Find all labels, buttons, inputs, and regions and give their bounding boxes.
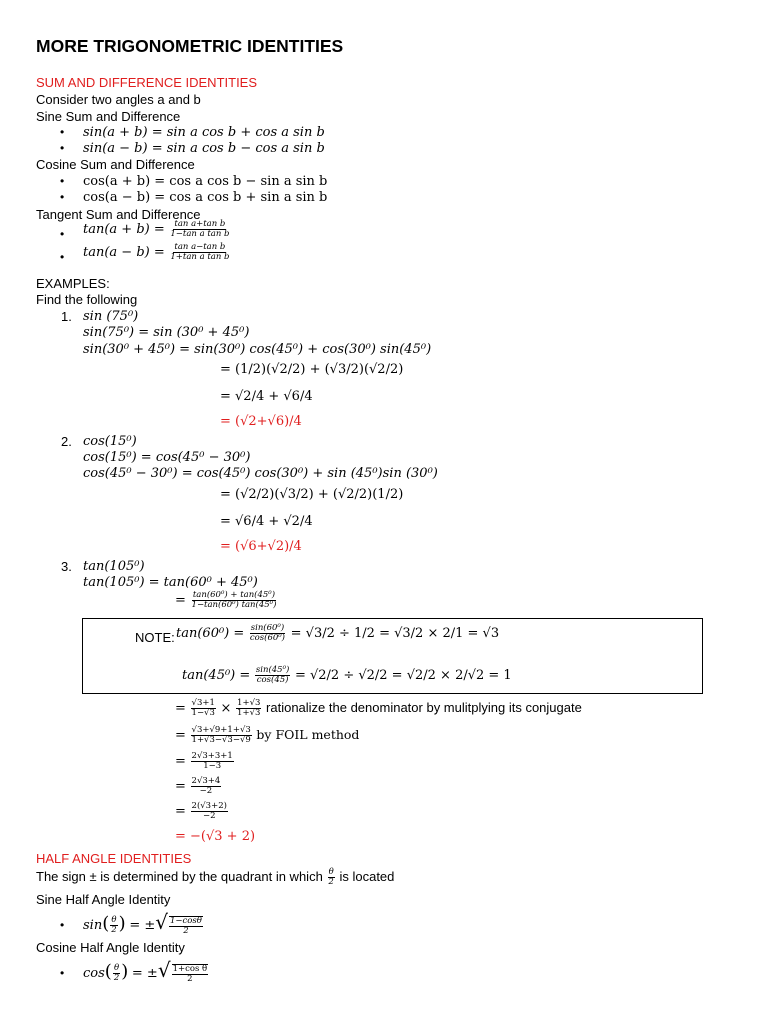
sine-half-numerator: 1−cosθ xyxy=(169,915,202,926)
example-3-line-1: tan(105⁰) = tan(60⁰ + 45⁰) xyxy=(83,575,258,590)
tan-sum-formula xyxy=(83,220,231,239)
example-3-line-4-note: by FOIL method xyxy=(256,726,360,742)
example-3-line-3-note: rationalize the denominator by mulitplying its conjugate xyxy=(266,699,582,715)
example-2-answer: = (√6+√2)/4 xyxy=(220,539,302,554)
note-tan60-numerator: sin(60⁰) xyxy=(250,623,285,633)
tan-diff-formula xyxy=(83,243,231,262)
example-3-line-6-frac: $\frac{2√3+4}{-2}$ xyxy=(191,776,221,796)
example-3-line-7-frac: $\frac{2(√3+2)}{-2}$ xyxy=(191,801,227,821)
sine-heading: Sine Sum and Difference xyxy=(36,109,181,124)
tan-sum-denominator: 1−tan a tan b xyxy=(170,229,230,239)
note-tan60-lhs: tan(60⁰) = xyxy=(176,625,245,641)
note-tan60-fraction xyxy=(249,624,286,643)
cosine-heading: Cosine Sum and Difference xyxy=(36,157,195,172)
bullet-icon: • xyxy=(60,174,65,188)
example-3-line-5: = $\frac{2√3+3+1}{1-3}$ xyxy=(175,751,233,771)
note-tan45-rest: = √2/2 ÷ √2/2 = √2/2 × 2/√2 = 1 xyxy=(294,667,512,683)
cos-half-formula: cos( $\frac{\theta}{2}$ ) = ±√ $\frac{\text{1+cos θ}}{2}$ xyxy=(83,958,208,984)
consider-text: Consider two angles a and b xyxy=(36,92,201,107)
sign-note xyxy=(36,868,394,887)
tan-sum-numerator: tan a+tan b xyxy=(174,219,226,229)
page-title: MORE TRIGONOMETRIC IDENTITIES xyxy=(36,36,344,56)
sum-diff-heading: SUM AND DIFFERENCE IDENTITIES xyxy=(36,75,258,90)
example-3-line-3: = $\frac{√3+1}{1-√3}$ × $\frac{1+√3}{1+√3}$ rationalize the denominator by mulitplying its conjugate xyxy=(175,698,582,718)
example-2-line-3: = (√2/2)(√3/2) + (√2/2)(1/2) xyxy=(220,487,404,502)
example-3-line-7: = $\frac{2(√3+2)}{-2}$ xyxy=(175,801,227,821)
note-label: NOTE: xyxy=(135,630,175,645)
example-2-number: 2. xyxy=(61,434,72,449)
examples-heading: EXAMPLES: xyxy=(36,276,110,291)
sign-note-post: is located xyxy=(339,868,395,884)
example-1-answer: = (√2+√6)/4 xyxy=(220,414,302,429)
cos-half-numerator: 1+cos θ xyxy=(172,963,208,974)
cos-sum-formula: cos(a + b) = cos a cos b − sin a sin b xyxy=(83,174,328,189)
cos-diff-formula: cos(a − b) = cos a cos b + sin a sin b xyxy=(83,190,328,205)
tan-diff-numerator: tan a−tan b xyxy=(174,242,226,252)
bullet-icon: • xyxy=(60,250,65,264)
sign-note-pre: The sign ± is determined by the quadrant in which xyxy=(36,868,323,884)
tangent-heading: Tangent Sum and Difference xyxy=(36,207,201,222)
bullet-icon: • xyxy=(60,125,65,139)
bullet-icon: • xyxy=(60,966,65,980)
bullet-icon: • xyxy=(60,227,65,241)
note-tan45 xyxy=(182,666,512,685)
example-1-line-2: sin(30⁰ + 45⁰) = sin(30⁰) cos(45⁰) + cos(30⁰) sin(45⁰) xyxy=(83,342,432,357)
tan-sum-fraction xyxy=(169,220,230,239)
half-angle-heading: HALF ANGLE IDENTITIES xyxy=(36,851,192,866)
sine-half-heading: Sine Half Angle Identity xyxy=(36,892,171,907)
sine-sum-formula: sin(a + b) = sin a cos b + cos a sin b xyxy=(83,125,325,140)
tan-diff-denominator: 1+tan a tan b xyxy=(170,252,230,262)
bullet-icon: • xyxy=(60,918,65,932)
example-2-line-1: cos(15⁰) = cos(45⁰ − 30⁰) xyxy=(83,450,251,465)
example-3-line-2-denominator: 1−tan(60⁰) tan(45⁰) xyxy=(191,600,277,610)
example-2-line-2: cos(45⁰ − 30⁰) = cos(45⁰) cos(30⁰) + sin (45⁰)sin (30⁰) xyxy=(83,466,438,481)
note-tan45-fraction xyxy=(255,666,290,685)
example-3-line-2-numerator: tan(60⁰) + tan(45⁰) xyxy=(192,590,276,600)
example-1-number: 1. xyxy=(61,309,72,324)
sine-half-denominator: 2 xyxy=(183,925,189,936)
example-3-line-4-frac: $\frac{√3+√9+1+√3}{1+√3-√3-√9}$ xyxy=(191,725,251,745)
cos-half-heading: Cosine Half Angle Identity xyxy=(36,940,185,955)
note-tan60-denominator: cos(60⁰) xyxy=(249,633,286,643)
note-tan45-denominator: cos(45) xyxy=(256,675,289,685)
note-tan60 xyxy=(176,624,499,643)
example-3-line-3-frac-a: $\frac{√3+1}{1-√3}$ xyxy=(191,698,215,718)
sine-half-formula: sin( $\frac{\theta}{2}$ ) = ±√ $\frac{1-\cos\theta}{2}$ xyxy=(83,910,202,936)
find-text: Find the following xyxy=(36,292,138,307)
example-3-question: tan(105⁰) xyxy=(83,559,145,574)
example-1-line-1: sin(75⁰) = sin (30⁰ + 45⁰) xyxy=(83,325,250,340)
example-3-number: 3. xyxy=(61,559,72,574)
example-1-line-3: = (1/2)(√2/2) + (√3/2)(√2/2) xyxy=(220,362,404,377)
tan-diff-lhs: tan(a − b) = xyxy=(83,244,165,260)
example-1-line-4: = √2/4 + √6/4 xyxy=(220,389,313,404)
sine-diff-formula: sin(a − b) = sin a cos b − cos a sin b xyxy=(83,141,325,156)
example-2-line-4: = √6/4 + √2/4 xyxy=(220,514,313,529)
example-3-line-4: = $\frac{√3+√9+1+√3}{1+√3-√3-√9}$ by FOIL method xyxy=(175,725,360,745)
example-3-line-5-frac: $\frac{2√3+3+1}{1-3}$ xyxy=(191,751,233,771)
example-3-line-2-fraction xyxy=(191,591,278,610)
note-tan60-rest: = √3/2 ÷ 1/2 = √3/2 × 2/1 = √3 xyxy=(290,625,500,641)
note-tan45-lhs: tan(45⁰) = xyxy=(182,667,251,683)
example-3-line-6: = $\frac{2√3+4}{-2}$ xyxy=(175,776,221,796)
example-3-line-2: = $\frac{\text{tan(60⁰) + tan(45⁰)}}{\text{1−tan(60⁰) tan(45⁰)}}$ xyxy=(175,590,277,610)
bullet-icon: • xyxy=(60,141,65,155)
theta-half-fraction: $\frac{\theta}{2}$ xyxy=(328,867,334,887)
tan-sum-lhs: tan(a + b) = xyxy=(83,221,165,237)
example-1-question: sin (75⁰) xyxy=(83,309,139,324)
bullet-icon: • xyxy=(60,190,65,204)
example-2-question: cos(15⁰) xyxy=(83,434,137,449)
tan-diff-fraction xyxy=(169,243,230,262)
example-3-answer: = −(√3 + 2) xyxy=(175,829,256,844)
cos-half-denominator: 2 xyxy=(187,973,193,984)
example-3-line-3-frac-b: $\frac{1+√3}{1+√3}$ xyxy=(237,698,261,718)
note-tan45-numerator: sin(45⁰) xyxy=(255,665,290,675)
